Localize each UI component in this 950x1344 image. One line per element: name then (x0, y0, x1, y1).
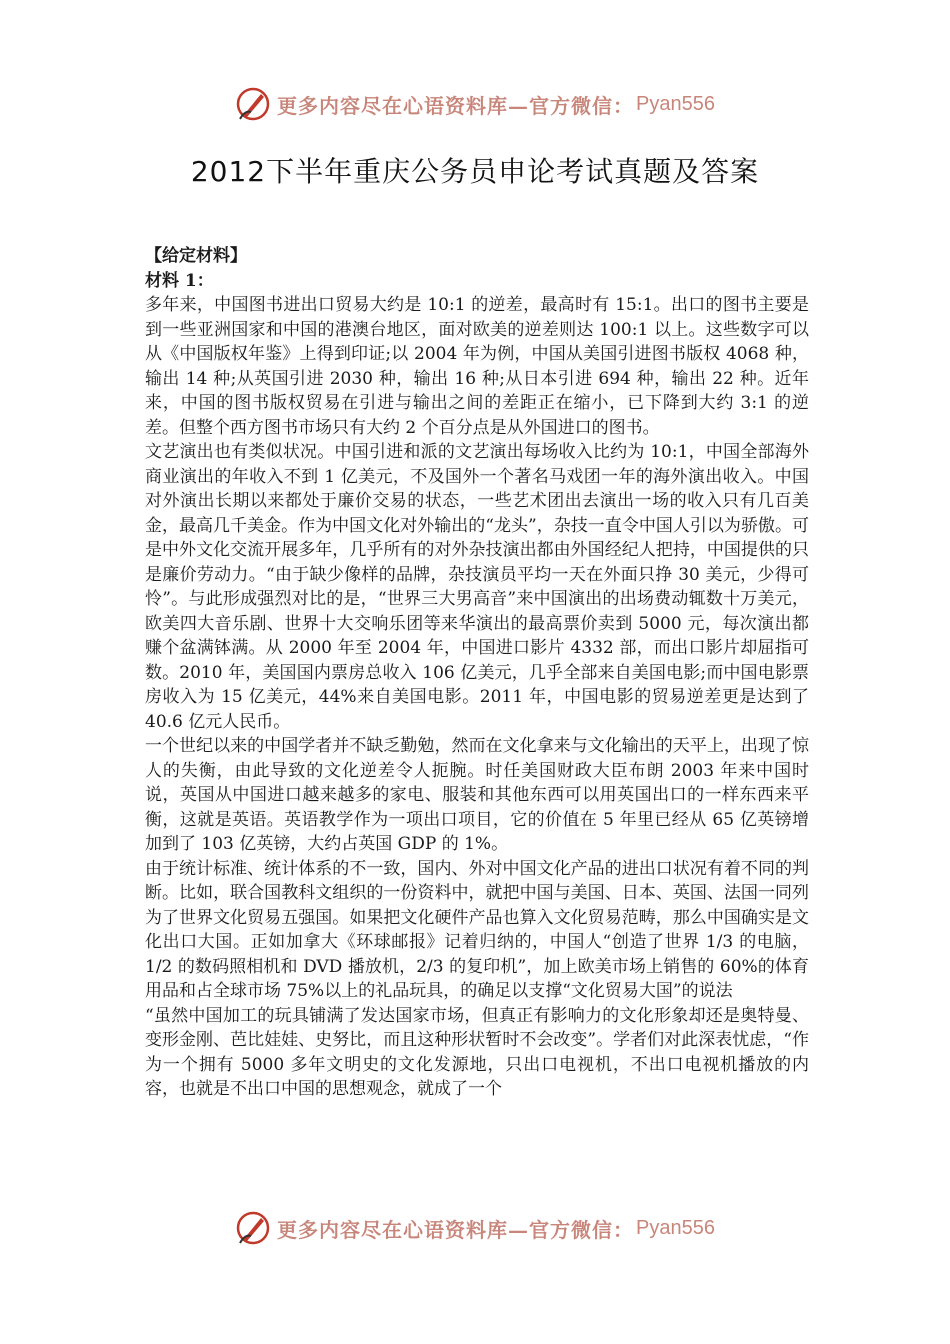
footer-banner (0, 1208, 950, 1248)
banner-text: 更多内容尽在心语资料库—官方微信： (277, 93, 635, 118)
quill-logo-icon (235, 1210, 271, 1246)
header-banner (0, 84, 950, 124)
page-title: 2012下半年重庆公务员申论考试真题及答案 (190, 155, 760, 188)
wechat-id: Pyan556 (636, 92, 715, 115)
wechat-id: Pyan556 (636, 1216, 715, 1239)
document-body (145, 244, 809, 1102)
paragraph-5: “虽然中国加工的玩具铺满了发达国家市场，但真正有影响力的文化形象却还是奥特曼、变形金刚、芭比娃娃、史努比，而且这种形状暂时不会改变”。学者们对此深表忧虑，“作为一个拥有 5000 多年文明史的文化发源地，只出口电视机，不出口电视机播放的内容，也就是不出口中国的思想观念，就成了一个 (145, 1005, 809, 1099)
paragraph-1: 多年来，中国图书进出口贸易大约是 10:1 的逆差，最高时有 15:1。出口的图书主要是到一些亚洲国家和中国的港澳台地区，面对欧美的逆差则达 100:1 以上。这些数字可以从《中国版权年鉴》上得到印证;以 2004 年为例，中国从美国引进图书版权 4068 种，输出 14 种;从英国引进 2030 种，输出 16 种;从日本引进 694 种，输出 22 种。近年来，中国的图书版权贸易在引进与输出之间的差距正在缩小，已下降到大约 3:1 的逆差。但整个西方图书市场只有大约 2 个百分点是从外国进口的图书。 (145, 295, 809, 438)
banner-text: 更多内容尽在心语资料库—官方微信： (277, 1217, 635, 1242)
section-heading: 【给定材料】 (145, 246, 247, 266)
paragraph-4: 由于统计标准、统计体系的不一致，国内、外对中国文化产品的进出口状况有着不同的判断。比如，联合国教科文组织的一份资料中，就把中国与美国、日本、英国、法国一同列为了世界文化贸易五强国。如果把文化硬件产品也算入文化贸易范畴，那么中国确实是文化出口大国。正如加拿大《环球邮报》记着归纳的，中国人“创造了世界 1/3 的电脑，1/2 的数码照相机和 DVD 播放机，2/3 的复印机”，加上欧美市场上销售的 60%的体育用品和占全球市场 75%以上的礼品玩具，的确足以支撑“文化贸易大国”的说法 (145, 858, 809, 1001)
material-label: 材料 1： (145, 270, 214, 291)
paragraph-2: 文艺演出也有类似状况。中国引进和派的文艺演出每场收入比约为 10:1，中国全部海外商业演出的年收入不到 1 亿美元，不及国外一个著名马戏团一年的海外演出收入。中国对外演出长期以来都处于廉价交易的状态，一些艺术团出去演出一场的收入只有几百美金，最高几千美金。作为中国文化对外输出的“龙头”，杂技一直令中国人引以为骄傲。可是中外文化交流开展多年，几乎所有的对外杂技演出都由外国经纪人把持，中国提供的只是廉价劳动力。“由于缺少像样的品牌，杂技演员平均一天在外面只挣 30 美元，少得可怜”。与此形成强烈对比的是，“世界三大男高音”来中国演出的出场费动辄数十万美元，欧美四大音乐剧、世界十大交响乐团等来华演出的最高票价卖到 5000 元，每次演出都赚个盆满钵满。从 2000 年至 2004 年，中国进口影片 4332 部，而出口影片却屈指可数。2010 年，美国国内票房总收入 106 亿美元，几乎全部来自美国电影;而中国电影票房收入为 15 亿美元，44%来自美国电影。2011 年，中国电影的贸易逆差更是达到了 40.6 亿元人民币。 (145, 442, 809, 732)
paragraph-3: 一个世纪以来的中国学者并不缺乏勤勉，然而在文化拿来与文化输出的天平上，出现了惊人的失衡，由此导致的文化逆差令人扼腕。时任美国财政大臣布朗 2003 年来中国时说，英国从中国进口越来越多的家电、服装和其他东西可以用英国出口的一样东西来平衡，这就是英语。英语教学作为一项出口项目，它的价值在 5 年里已经从 65 亿英镑增加到了 103 亿英镑，大约占英国 GDP 的 1%。 (145, 736, 809, 854)
quill-logo-icon (235, 86, 271, 122)
